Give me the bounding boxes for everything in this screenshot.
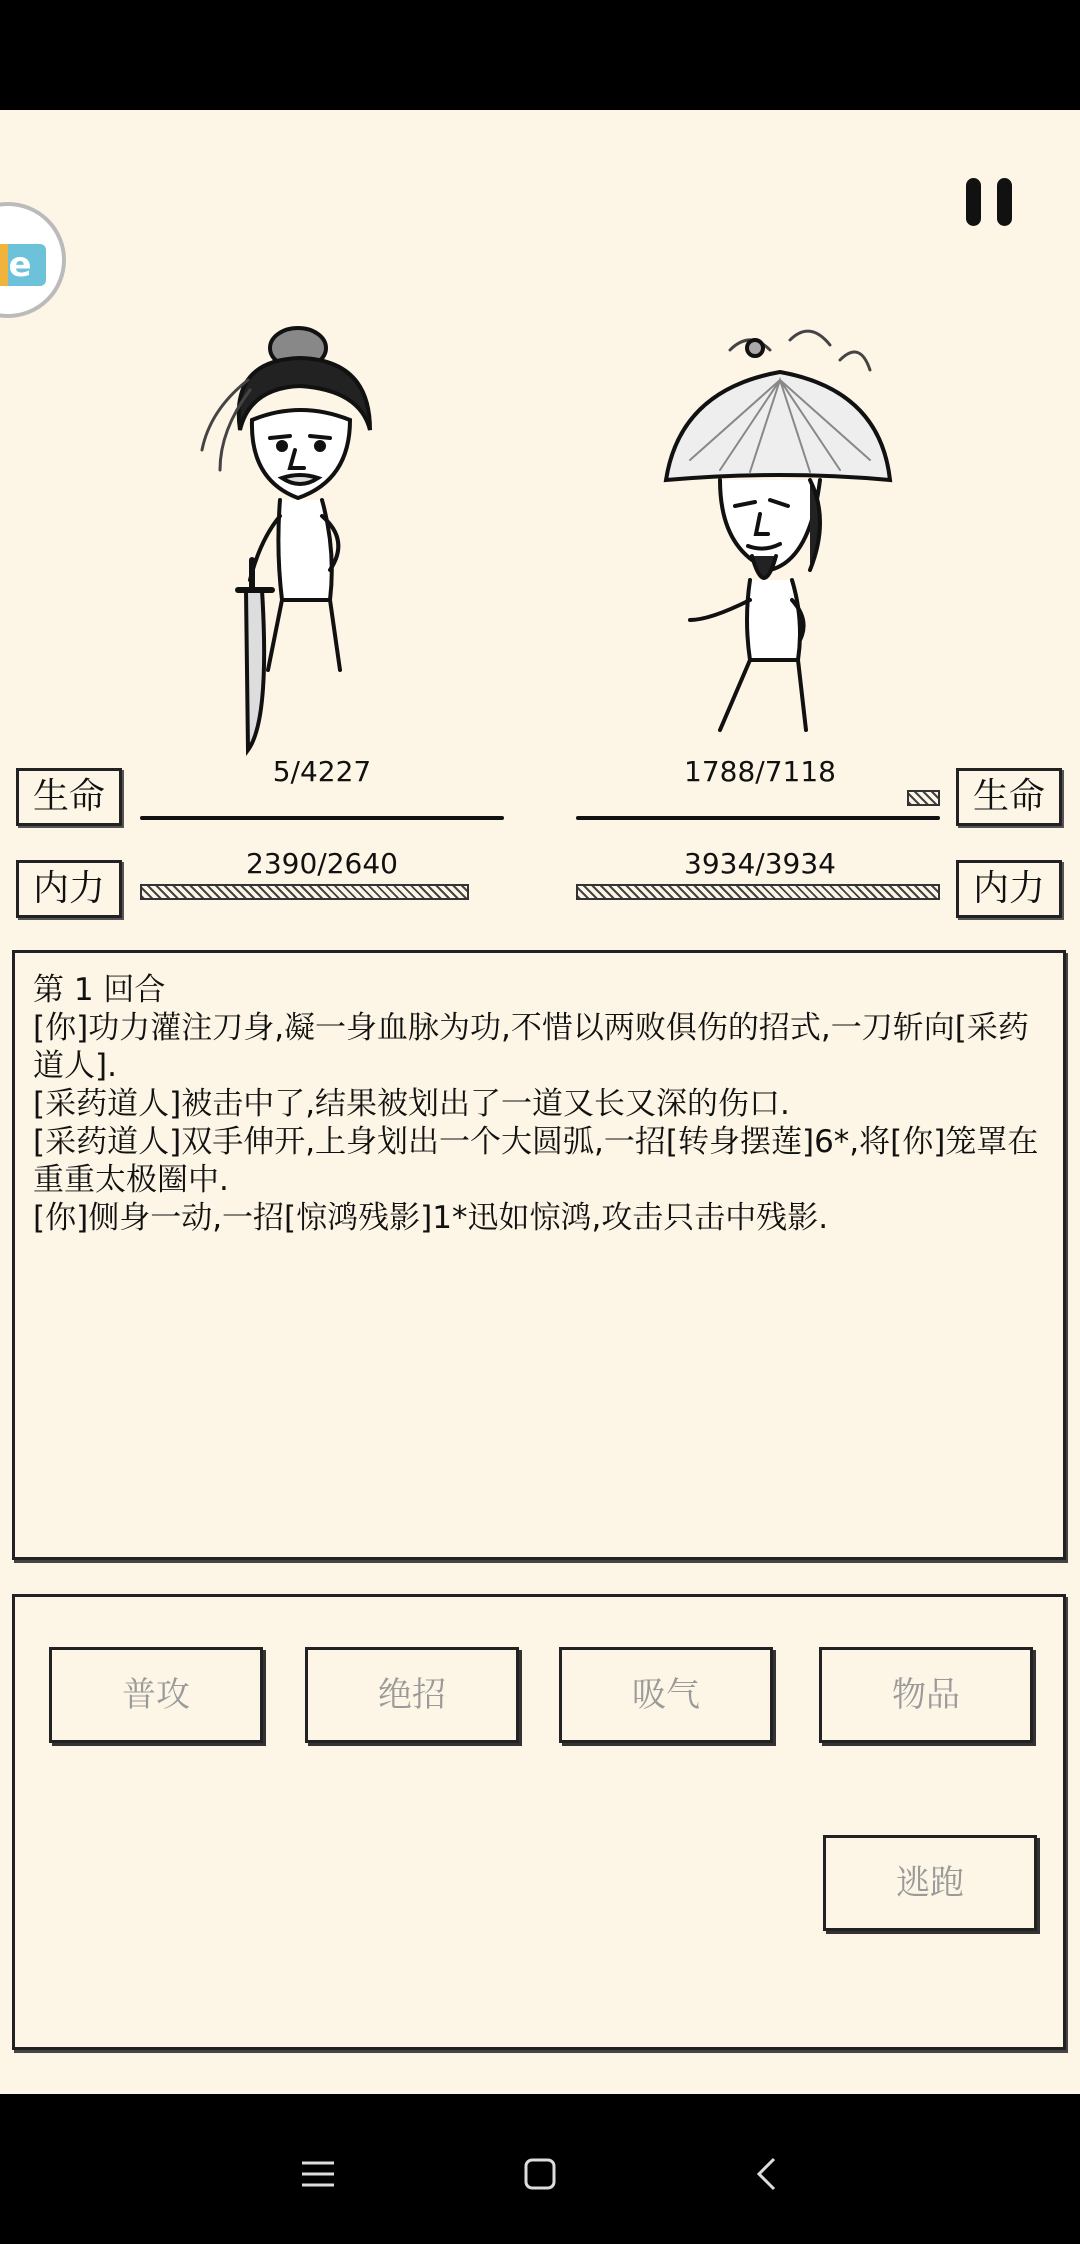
enemy-mp-label: 内力 [956,860,1062,918]
back-icon[interactable] [726,2134,806,2214]
battle-log [12,950,1066,1560]
player-mp-label: 内力 [16,860,122,918]
log-line: [你]侧身一动,一招[惊鸿残影]1*迅如惊鸿,攻击只击中残影. [33,1200,829,1236]
log-line: [采药道人]被击中了,结果被划出了一道又长又深的伤口. [33,1086,790,1122]
menu-icon[interactable] [278,2134,358,2214]
app-badge-icon[interactable]: e [0,202,66,318]
items-button[interactable]: 物品 [819,1647,1033,1743]
player-hp-value: 5/4227 [272,755,372,788]
log-line: [采药道人]双手伸开,上身划出一个大圆弧,一招[转身摆莲]6*,将[你]笼罩在重重太极圈中. [33,1124,1039,1198]
log-line: [你]功力灌注刀身,凝一身血脉为功,不惜以两败俱伤的招式,一刀斩向[采药道人]. [33,1010,1029,1084]
pause-icon[interactable] [966,178,1012,228]
enemy-hp-track [576,816,940,820]
enemy-mp-value: 3934/3934 [684,847,836,880]
player-hp-track [140,816,504,820]
player-character [190,320,410,760]
status-bar [0,0,1080,110]
ultimate-button[interactable]: 绝招 [305,1647,519,1743]
log-line: 第 1 回合 [33,972,166,1008]
attack-button[interactable]: 普攻 [49,1647,263,1743]
home-icon[interactable] [500,2134,580,2214]
player-mp-fill [140,884,469,900]
enemy-hp-fill [907,790,940,806]
action-panel [12,1594,1066,2050]
battle-screen [0,110,1080,2094]
flee-button[interactable]: 逃跑 [823,1835,1037,1931]
enemy-mp-fill [576,884,940,900]
enemy-hp-label: 生命 [956,768,1062,826]
player-hp-label: 生命 [16,768,122,826]
breathe-button[interactable]: 吸气 [559,1647,773,1743]
enemy-character [660,320,900,740]
enemy-hp-value: 1788/7118 [684,755,836,788]
player-mp-value: 2390/2640 [246,847,398,880]
navigation-bar [0,2094,1080,2244]
